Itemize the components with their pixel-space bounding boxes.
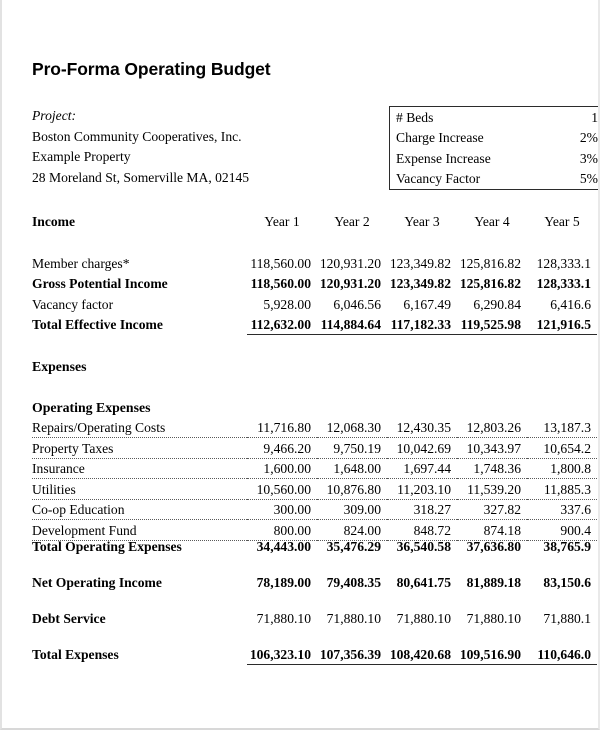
assumptions-box <box>389 106 600 190</box>
row-value: 118,560.00 <box>250 276 311 291</box>
row-value: 78,189.00 <box>256 575 311 590</box>
row-value: 10,042.69 <box>387 441 457 459</box>
table-row <box>32 420 600 441</box>
row-value: 6,290.84 <box>473 296 521 312</box>
row-value: 107,356.39 <box>317 647 387 665</box>
row-value: 80,641.75 <box>396 575 451 590</box>
row-value: 125,816.82 <box>459 255 521 271</box>
column-header-year-5: Year 5 <box>544 214 580 229</box>
row-label: Development Fund <box>32 523 247 541</box>
row-value: 900.4 <box>527 523 597 541</box>
operating-expenses-heading: Operating Expenses <box>32 400 151 415</box>
assumption-value: 3% <box>579 150 598 166</box>
row-value: 800.00 <box>247 523 317 541</box>
row-value: 848.72 <box>387 523 457 541</box>
row-value: 114,884.64 <box>317 317 387 335</box>
row-value: 118,560.00 <box>250 255 311 271</box>
row-value: 128,333.1 <box>536 255 591 271</box>
table-row <box>32 502 600 523</box>
row-label: Insurance <box>32 461 247 479</box>
row-value: 327.82 <box>457 502 527 520</box>
row-value: 128,333.1 <box>536 276 591 291</box>
row-value: 318.27 <box>387 502 457 520</box>
row-value: 120,931.20 <box>319 255 381 271</box>
project-address: 28 Moreland St, Somerville MA, 02145 <box>32 169 250 185</box>
row-value: 79,408.35 <box>326 575 381 590</box>
project-info <box>32 106 249 188</box>
row-value: 6,416.6 <box>550 296 591 312</box>
assumption-value: 1 <box>591 110 598 125</box>
column-header-year-2: Year 2 <box>334 214 370 229</box>
row-value: 81,889.18 <box>466 575 521 590</box>
row-value: 9,466.20 <box>247 441 317 459</box>
row-label: Total Effective Income <box>32 317 163 332</box>
assumption-row <box>390 128 600 148</box>
row-value: 1,800.8 <box>527 461 597 479</box>
row-value: 10,560.00 <box>247 482 317 500</box>
row-value: 36,540.58 <box>396 539 451 554</box>
assumption-label: Vacancy Factor <box>396 170 481 186</box>
row-value: 5,928.00 <box>263 296 311 312</box>
row-value: 123,349.82 <box>389 255 451 271</box>
project-organization: Boston Community Cooperatives, Inc. <box>32 128 242 144</box>
row-value: 12,430.35 <box>387 420 457 438</box>
row-value: 11,885.3 <box>527 482 597 500</box>
row-value: 109,516.90 <box>457 647 527 665</box>
row-value: 120,931.20 <box>319 276 381 291</box>
assumption-value: 5% <box>579 170 598 186</box>
project-property: Example Property <box>32 149 131 164</box>
row-value: 119,525.98 <box>457 317 527 335</box>
assumption-label: Expense Increase <box>396 150 491 166</box>
row-value: 1,600.00 <box>247 461 317 479</box>
row-value: 112,632.00 <box>247 317 317 335</box>
row-label: Member charges* <box>32 255 130 271</box>
project-label: Project: <box>32 108 77 123</box>
row-label: Co-op Education <box>32 502 247 520</box>
row-value: 110,646.0 <box>527 647 597 665</box>
table-row <box>32 317 600 338</box>
assumption-row <box>390 108 600 128</box>
row-value: 83,150.6 <box>543 575 591 590</box>
table-row <box>32 461 600 482</box>
row-label: Vacancy factor <box>32 296 114 312</box>
expenses-summary-row-group <box>32 539 600 668</box>
income-row-group <box>32 256 600 338</box>
operating-expenses-table <box>32 420 600 543</box>
income-header-row <box>32 214 600 235</box>
row-value: 11,716.80 <box>247 420 317 438</box>
row-label: Repairs/Operating Costs <box>32 420 247 438</box>
row-value: 11,539.20 <box>457 482 527 500</box>
column-header-year-4: Year 4 <box>474 214 510 229</box>
row-value: 1,697.44 <box>387 461 457 479</box>
row-value: 106,323.10 <box>247 647 317 665</box>
row-value: 71,880.1 <box>543 611 591 626</box>
row-value: 1,648.00 <box>317 461 387 479</box>
row-label: Net Operating Income <box>32 575 162 590</box>
table-row <box>32 441 600 462</box>
income-table <box>32 214 600 338</box>
row-value: 71,880.10 <box>396 611 451 626</box>
table-row <box>32 575 600 596</box>
column-header-year-1: Year 1 <box>264 214 300 229</box>
expenses-heading: Expenses <box>32 359 87 374</box>
row-value: 108,420.68 <box>387 647 457 665</box>
row-label: Debt Service <box>32 611 106 626</box>
operating-expenses-row-group <box>32 420 600 543</box>
row-value: 34,443.00 <box>256 539 311 554</box>
row-label: Utilities <box>32 482 247 500</box>
row-value: 123,349.82 <box>389 276 451 291</box>
table-row <box>32 539 600 560</box>
row-value: 71,880.10 <box>256 611 311 626</box>
row-value: 11,203.10 <box>387 482 457 500</box>
table-row <box>32 276 600 297</box>
table-row <box>32 482 600 503</box>
column-header-year-3: Year 3 <box>404 214 440 229</box>
expenses-summary-table <box>32 539 600 683</box>
row-value: 9,750.19 <box>317 441 387 459</box>
income-heading: Income <box>32 214 76 229</box>
row-value: 38,765.9 <box>543 539 591 554</box>
row-value: 824.00 <box>317 523 387 541</box>
row-label: Total Expenses <box>32 647 119 662</box>
table-row <box>32 256 600 277</box>
document-canvas <box>2 0 600 730</box>
row-value: 125,816.82 <box>459 276 521 291</box>
row-value: 6,167.49 <box>403 296 451 312</box>
row-label: Gross Potential Income <box>32 276 168 291</box>
row-value: 10,343.97 <box>457 441 527 459</box>
page-title: Pro-Forma Operating Budget <box>32 59 271 79</box>
row-value: 37,636.80 <box>466 539 521 554</box>
row-value: 874.18 <box>457 523 527 541</box>
row-value: 13,187.3 <box>527 420 597 438</box>
row-value: 1,748.36 <box>457 461 527 479</box>
row-value: 121,916.5 <box>527 317 597 335</box>
assumption-value: 2% <box>579 130 598 146</box>
row-value: 117,182.33 <box>387 317 457 335</box>
row-label: Total Operating Expenses <box>32 539 182 554</box>
assumption-label: Charge Increase <box>396 130 484 146</box>
row-value: 71,880.10 <box>466 611 521 626</box>
row-value: 35,476.29 <box>326 539 381 554</box>
row-value: 12,068.30 <box>317 420 387 438</box>
row-value: 71,880.10 <box>326 611 381 626</box>
table-row <box>32 611 600 632</box>
row-value: 337.6 <box>527 502 597 520</box>
row-value: 6,046.56 <box>333 296 381 312</box>
assumption-row <box>390 149 600 169</box>
row-label: Property Taxes <box>32 441 247 459</box>
assumption-label: # Beds <box>396 110 434 125</box>
row-value: 10,876.80 <box>317 482 387 500</box>
assumption-row <box>390 169 600 189</box>
row-value: 300.00 <box>247 502 317 520</box>
row-value: 12,803.26 <box>457 420 527 438</box>
row-value: 10,654.2 <box>527 441 597 459</box>
table-row <box>32 647 600 668</box>
row-value: 309.00 <box>317 502 387 520</box>
table-row <box>32 297 600 318</box>
